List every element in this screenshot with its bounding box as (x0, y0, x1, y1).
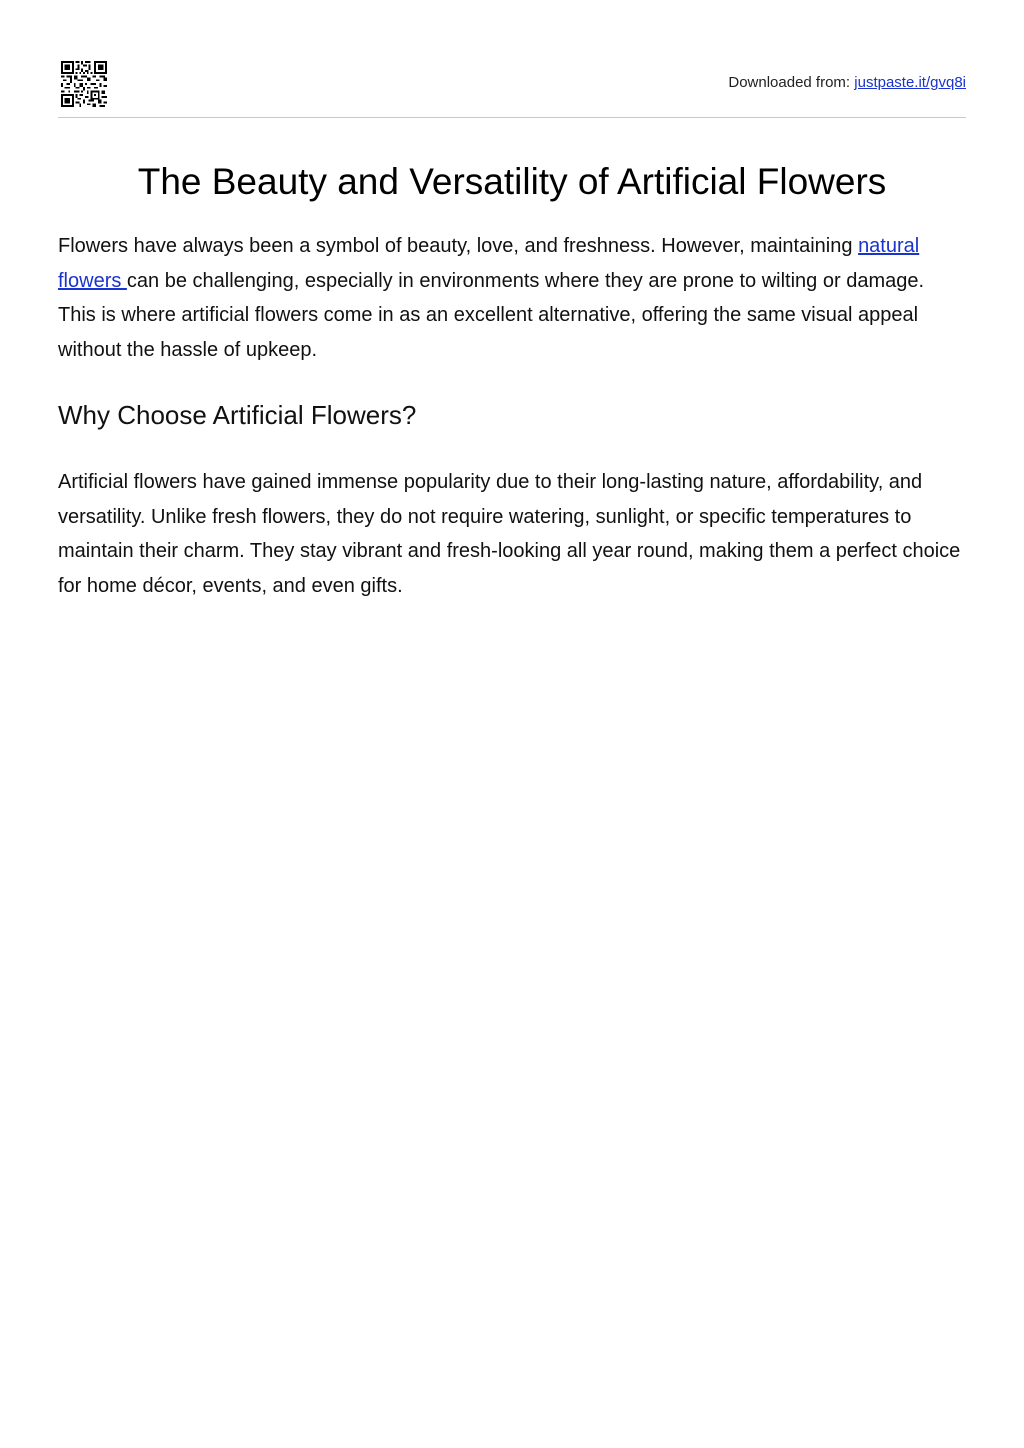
page-title: The Beauty and Versatility of Artificial Flowers (137, 161, 887, 202)
intro-text-after-link: can be challenging, especially in environments where they are prone to wilting or damage. This is where artificial flowers come in as an excellent alternative, offering the same visual appeal without the hassle of upkeep. (58, 269, 925, 361)
intro-text-before-link: Flowers have always been a symbol of beauty, love, and freshness. However, maintaining (58, 235, 859, 257)
natural-flowers-link[interactable]: natural flowers (58, 235, 920, 292)
downloaded-from (728, 74, 966, 91)
qr-code-icon (61, 61, 107, 107)
section-heading: Why Choose Artificial Flowers? (58, 400, 417, 430)
document-page (58, 0, 966, 1448)
section-paragraph: Artificial flowers have gained immense popularity due to their long-lasting nature, affordability, and versatility. Unlike fresh flowers, they do not require watering, sunlight, or specific temperatures to maintain their charm. They stay vibrant and fresh-looking all year round, making them a perfect choice for home décor, events, and even gifts. (58, 471, 961, 597)
source-link[interactable]: justpaste.it/gvq8i (854, 74, 966, 91)
downloaded-label: Downloaded from: (728, 74, 855, 91)
intro-paragraph (58, 229, 966, 367)
page-header (58, 0, 966, 118)
